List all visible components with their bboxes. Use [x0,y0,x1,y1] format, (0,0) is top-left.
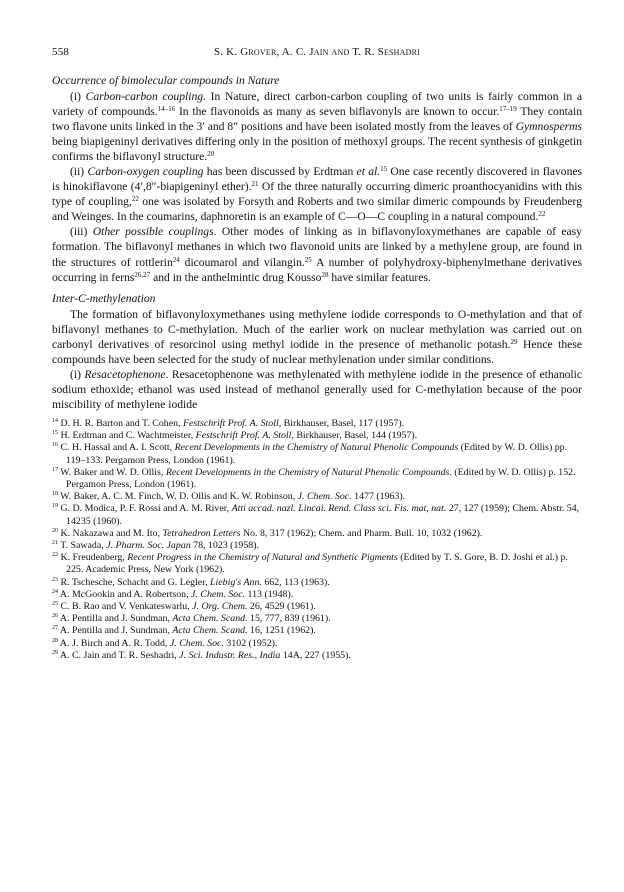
footnote [52,540,582,552]
footnote-number: 25 [52,600,58,607]
footnote-source-title: Tetrahedron Letters [162,527,241,539]
footnote-source-title: Recent Developments in the Chemistry of Natural Phenolic Compounds [174,442,459,454]
footnote [52,528,582,540]
footnote-text: 27, 127 (1959); Chem. Abstr. 54, 14235 (1960). [66,503,580,527]
footnote-text: W. Baker, A. C. M. Finch, W. D. Ollis and K. W. Robinson, [58,491,298,503]
ref-marker: 26,27 [134,270,151,279]
footnote-text: , Birkhauser, Basel, 144 (1957). [291,430,418,442]
footnote-number: 28 [52,637,58,644]
footnote-number: 23 [52,576,58,583]
footnote-source-title: Recent Progress in the Chemistry of Natural and Synthetic Pigments [127,552,398,564]
page-number: 558 [52,46,70,58]
footnote-number: 22 [52,552,58,559]
footnote [52,577,582,589]
footnote-number: 19 [52,503,58,510]
footnote-text: T. Sawada, [58,539,107,551]
footnote-number: 21 [52,539,58,546]
footnote-text: C. B. Rao and V. Venkateswarlu, [58,600,193,612]
footnote-number: 17 [52,466,58,473]
footnote-text: 26, 4529 (1961). [247,600,316,612]
footnote-source-title: J. Chem. Soc. [191,588,246,600]
paragraph-other-couplings: (iii) Other possible couplings. Other modes of linking as in biflavonyloxymethanes are capable of easy formation. The biflavonyl methanes in which two flavonoid units are linked by a methylene group, are found in the structures of rottlerin$^{24}$ dicoumarol and vilangin.$^{25}$ A number of polyhydroxy-biphenylmethane derivatives occurring in ferns$^{26,27}$ and in the anthelmintic drug Kousso$^{28}$ have similar features. [52,225,583,284]
footnote-number: 18 [52,491,58,498]
footnote [52,503,582,527]
footnote-text: C. H. Hassal and A. I. Scott, [58,442,175,454]
footnote-number: 16 [52,442,58,449]
footnote-number: 26 [52,613,58,620]
footnote-text: K. Freudenberg, [58,552,128,564]
footnote-text: 16, 1251 (1962). [247,625,316,637]
footnote-source-title: Liebig's Ann. [210,576,262,588]
footnote-text: 3102 (1952). [223,637,278,649]
ref-marker: 29 [510,337,518,346]
footnote-text: No. 8, 317 (1962); Chem. and Pharm. Bull. 10, 1032 (1962). [240,527,483,539]
footnote-source-title: Acta Chem. Scand. [172,625,248,637]
footnote-source-title: Acta Chem. Scand. [172,613,248,625]
ref-marker: 22 [131,195,139,204]
footnote-text: R. Tschesche, Schacht and G. Legler, [58,576,211,588]
footnote-source-title: Recent Developments in the Chemistry of Natural Phenolic Compounds [165,466,450,478]
ref-marker: 22 [538,210,546,219]
footnote-source-title: J. Chem. Soc. [169,637,224,649]
footnote-text: A. J. Birch and A. R. Todd, [58,637,170,649]
footnote-number: 27 [52,625,58,632]
footnote-text: 14A, 227 (1955). [280,649,351,661]
footnote-text: W. Baker and W. D. Ollis, [58,466,166,478]
ref-marker: 20 [207,150,215,159]
journal-page [52,46,582,662]
footnote [52,589,582,601]
footnote-source-title: Atti accad. nazl. Lincai. Rend. Class sci. Fis. mat, nat. [231,503,447,515]
footnote-text: A. C. Jain and T. R. Seshadri, [58,649,180,661]
ref-marker: 25 [304,255,312,264]
footnote [52,625,582,637]
running-authors: S. K. Grover, A. C. Jain and T. R. Seshadri [213,46,421,58]
term-other-possible-couplings: Other possible couplings [92,225,214,239]
section-heading-methylenation: Inter-C-methylenation [52,291,156,305]
ref-marker: 28 [321,270,329,279]
footnote-text: G. D. Modica, P. F. Rossi and A. M. River, [58,503,232,515]
term-resacetophenone: Resacetophenone [84,367,166,381]
term-et-al: et al. [356,165,381,179]
footnote [52,613,582,625]
footnote [52,601,582,613]
ref-marker: 24 [172,255,180,264]
footnote-source-title: Festschrift Prof. A. Stoll [195,430,292,442]
footnote-text: A. McGookin and A. Robertson, [58,588,192,600]
footnote-source-title: J. Pharm. Soc. Japan [106,539,191,551]
footnote-text: A. Pentilla and J. Sundman, [58,613,173,625]
footnote-text: A. Pentilla and J. Sundman, [58,625,173,637]
footnote-source-title: J. Org. Chem. [192,600,248,612]
footnote-text: H. Erdtman and C. Wachtmeister, [58,430,196,442]
ref-marker: 17–19 [499,105,517,114]
footnote-text: (Edited by T. S. Gore, B. D. Joshi et al.) p. 225. Academic Press, New York (1962). [66,552,568,576]
ref-marker: 21 [251,180,259,189]
footnote-text: , Birkhauser, Basel, 117 (1957). [278,417,405,429]
footnote-text: 113 (1948). [245,588,294,600]
footnote [52,430,582,442]
footnote [52,491,582,503]
footnote-text: K. Nakazawa and M. Ito, [58,527,163,539]
footnote-text: 1477 (1963). [351,491,406,503]
footnotes [52,418,582,662]
paragraph-carbon-carbon: (i) Carbon-carbon coupling. In Nature, direct carbon-carbon coupling of two units is fairly common in a variety of compounds.$^{14-16}$ In the flavonoids as many as seven biflavonyls are known to occur.$^{17-19}$ They contain two flavone units linked in the 3′ and 8″ positions and have been isolated mostly from the leaves of Gymnosperms being biapigeninyl derivatives differing only in the position of methoxyl groups. The recent synthesis of ginkgetin confirms the biflavonyl structure.$^{20}$ [52,90,583,164]
section-heading-occurrence: Occurrence of bimolecular compounds in Nature [52,74,280,87]
footnote [52,638,582,650]
footnote-source-title: J. Sci. Industr. Res., India [179,649,281,661]
footnote-text: 78, 1023 (1958). [190,539,259,551]
paragraph-resacetophenone: (i) Resacetophenone. Resacetophenone was methylenated with methylene iodide in the presence of ethanolic sodium ethoxide; ethanol was used instead of methanol generally used for C-methylation because of the poor miscibility of methylene iodide [52,367,582,411]
footnote-number: 20 [52,527,58,534]
ref-marker: 15 [380,165,388,174]
footnote [52,650,582,662]
ref-marker: 14–16 [157,105,176,114]
term-carbon-carbon-coupling: Carbon-carbon coupling [85,90,204,103]
paragraph-carbon-oxygen: (ii) Carbon-oxygen coupling has been discussed by Erdtman et al.$^{15}$ One case recently discovered in flavones is hinokiflavone (4′,8″-biapigeninyl ether).$^{21}$ Of the three naturally occurring dimeric proanthocyanidins with this type of coupling,$^{22}$ one was isolated by Forsyth and Roberts and two similar dimeric compounds by Freudenberg and Weinges. In the coumarins, daphnoretin is an example of C—O—C coupling in a natural compound.$^{22}$ [52,165,583,224]
footnote-text: 662, 113 (1963). [261,576,330,588]
footnote-number: 24 [52,588,58,595]
footnote-text: . (Edited by W. D. Ollis) p. 152. Pergamon Press, London (1961). [66,466,576,490]
footnote-number: 29 [52,649,58,656]
footnote-text: (Edited by W. D. Ollis) pp. 119–133. Pergamon Press, London (1961). [66,442,568,466]
footnote-text: 15, 777, 839 (1961). [247,613,331,625]
footnote [52,467,582,491]
footnote [52,552,582,576]
footnote-number: 15 [52,430,58,437]
term-carbon-oxygen-coupling: Carbon-oxygen coupling [87,165,204,179]
footnote-source-title: J. Chem. Soc. [297,491,352,503]
footnote-number: 14 [52,417,58,424]
footnote [52,442,582,466]
term-gymnosperms: Gymnosperms [515,120,582,134]
footnote [52,418,582,430]
footnote-source-title: Festschrift Prof. A. Stoll [182,417,279,429]
footnote-text: D. H. R. Barton and T. Cohen, [58,417,183,429]
running-header [52,46,582,58]
paragraph-methylenation-intro: The formation of biflavonyloxymethanes using methylene iodide corresponds to O-methylation and that of biflavonyl methanes to C-methylation. Much of the earlier work on nuclear methylation was carried out on carbonyl derivatives of resorcinol using methyl iodide in the presence of methanolic potash.$^{29}$ Hence these compounds have been selected for the study of nuclear methylenation under similar conditions. [52,307,582,366]
